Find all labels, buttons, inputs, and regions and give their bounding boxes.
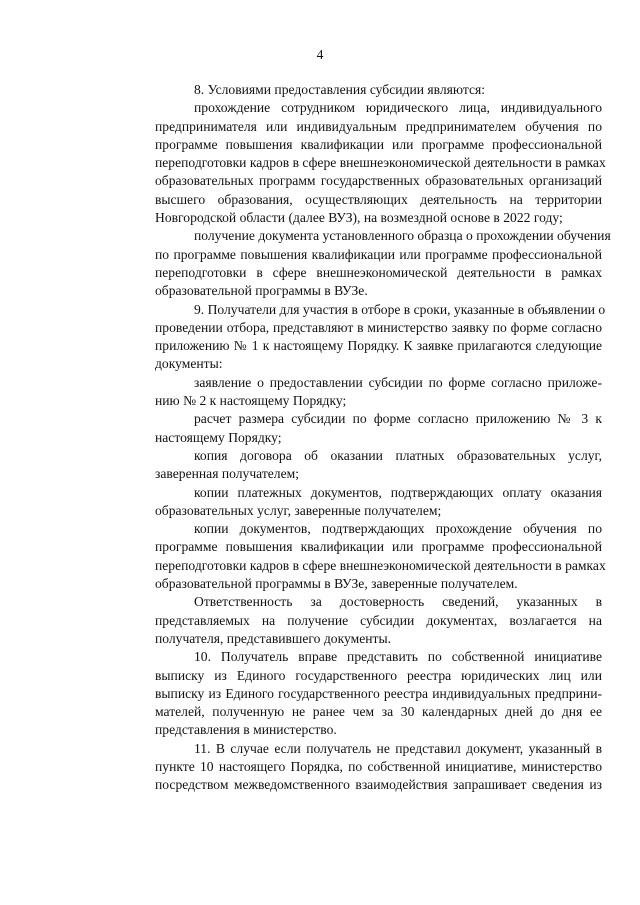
text-line: получателя, представившего документы. bbox=[155, 630, 391, 646]
text-line: настоящему Порядку; bbox=[155, 429, 282, 445]
text-line: выписку из Единого государственного реестра индивидуальных предприни- bbox=[155, 685, 602, 701]
text-line: выписку из Единого государственного реестра юридических лиц или bbox=[155, 667, 602, 683]
text-line: документы: bbox=[155, 356, 223, 372]
text-line: программе повышения квалификации или программе профессиональной bbox=[155, 136, 602, 152]
text-line: расчет размера субсидии по форме согласно приложению № 3 к bbox=[194, 411, 602, 427]
text-line: представления в министерство. bbox=[155, 722, 337, 738]
paragraph-p11 bbox=[116, 740, 602, 795]
paragraph-p8-item-1 bbox=[116, 99, 606, 227]
text-line: 9. Получатели для участия в отборе в сроки, указанные в объявлении о bbox=[194, 301, 606, 317]
text-line: предпринимателя или индивидуальным предпринимателем обучения по bbox=[155, 118, 602, 134]
text-line: Ответственность за достоверность сведений, указанных в bbox=[194, 594, 602, 610]
text-line: переподготовки в сфере внешнеэкономической деятельности в рамках bbox=[155, 264, 602, 280]
paragraph-p9-responsibility bbox=[116, 593, 602, 648]
text-line: образовательной программы в ВУЗе. bbox=[155, 283, 368, 299]
text-line: переподготовки кадров в сфере внешнеэкономической деятельности в рамках bbox=[155, 557, 606, 573]
text-line: получение документа установленного образца о прохождении обучения bbox=[194, 228, 611, 244]
paragraph-p9-item-3 bbox=[116, 447, 602, 484]
text-line: пункте 10 настоящего Порядка, по собственной инициативе, министерство bbox=[155, 758, 602, 774]
text-line: заявление о предоставлении субсидии по форме согласно приложе- bbox=[194, 374, 602, 390]
text-line: копии документов, подтверждающих прохождение обучения по bbox=[194, 521, 602, 537]
text-line: мателей, полученную не ранее чем за 30 календарных дней до дня ее bbox=[155, 704, 602, 720]
paragraph-p9 bbox=[116, 301, 606, 374]
paragraph-p9-item-4 bbox=[116, 484, 602, 521]
text-line: по программе повышения квалификации или программе профессиональной bbox=[155, 246, 602, 262]
paragraph-p8-heading bbox=[116, 81, 602, 99]
text-line: прохождение сотрудником юридического лица, индивидуального bbox=[194, 100, 602, 116]
text-line: образовательных услуг, заверенные получателем; bbox=[155, 502, 442, 518]
document-body bbox=[116, 81, 611, 795]
text-line: программе повышения квалификации или программе профессиональной bbox=[155, 539, 602, 555]
text-line: 8. Условиями предоставления субсидии являются: bbox=[194, 82, 486, 97]
text-line: копия договора об оказании платных образовательных услуг, bbox=[194, 447, 602, 463]
text-line: заверенная получателем; bbox=[155, 466, 300, 482]
text-line: образовательной программы в ВУЗе, заверенные получателем. bbox=[155, 576, 518, 592]
text-line: приложению № 1 к настоящему Порядку. К заявке прилагаются следующие bbox=[155, 338, 602, 354]
paragraph-p9-item-1 bbox=[116, 374, 602, 411]
text-line: представляемых на получение субсидии документах, возлагается на bbox=[155, 612, 602, 628]
paragraph-p10 bbox=[116, 648, 602, 739]
paragraph-p9-item-5 bbox=[116, 520, 606, 593]
text-line: нию № 2 к настоящему Порядку; bbox=[155, 393, 347, 409]
page-number: 4 bbox=[316, 47, 324, 62]
text-line: проведении отбора, представляют в министерство заявку по форме согласно bbox=[155, 319, 602, 335]
text-line: 10. Получатель вправе представить по собственной инициативе bbox=[194, 649, 602, 665]
paragraph-p8-item-2 bbox=[116, 227, 611, 300]
text-line: Новгородской области (далее ВУЗ), на возмездной основе в 2022 году; bbox=[155, 210, 563, 226]
text-line: высшего образования, осуществляющих деятельность на территории bbox=[155, 191, 602, 207]
text-line: 11. В случае если получатель не представил документ, указанный в bbox=[194, 740, 602, 756]
paragraph-p9-item-2 bbox=[116, 410, 602, 447]
text-line: переподготовки кадров в сфере внешнеэкономической деятельности в рамках bbox=[155, 155, 606, 171]
text-line: копии платежных документов, подтверждающих оплату оказания bbox=[194, 484, 602, 500]
text-line: образовательных программ государственных образовательных организаций bbox=[155, 173, 602, 189]
text-line: посредством межведомственного взаимодействия запрашивает сведения из bbox=[155, 777, 602, 793]
